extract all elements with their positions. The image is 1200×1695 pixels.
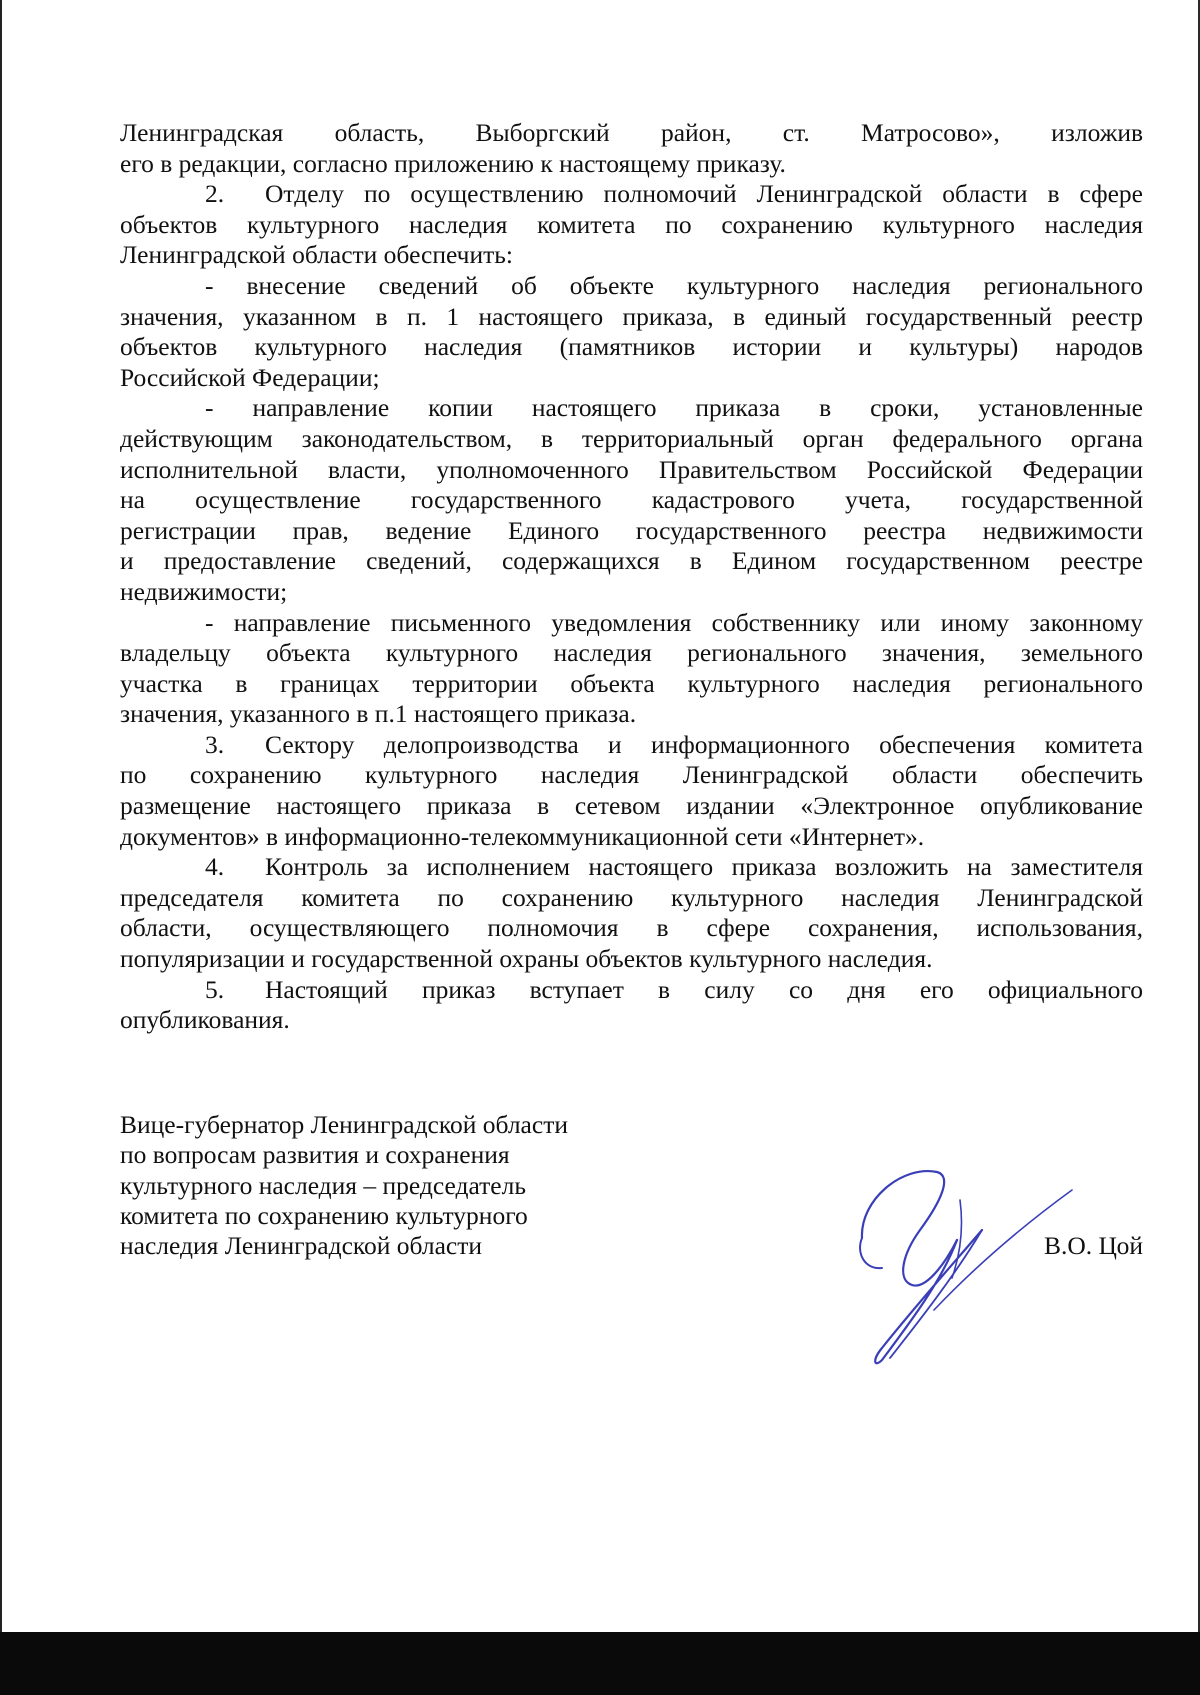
paragraph-p2-b — [120, 393, 1143, 607]
text-line — [120, 577, 1143, 608]
text-line — [120, 210, 1143, 241]
text-line — [120, 149, 1143, 180]
text-line — [120, 393, 1143, 424]
text-line — [120, 332, 1143, 363]
line-text: области, осуществляющего полномочия в сфере сохранения, использования, — [120, 913, 1143, 943]
line-text: размещение настоящего приказа в сетевом издании «Электронное опубликование — [120, 791, 1143, 821]
paragraph-p1-cont — [120, 118, 1143, 179]
line-text: председателя комитета по сохранению культурного наследия Ленинградской — [120, 882, 1143, 912]
signer-title-line: по вопросам развития и сохранения — [120, 1140, 510, 1170]
text-line — [120, 608, 1143, 639]
line-text: исполнительной власти, уполномоченного Правительством Российской Федерации — [120, 454, 1143, 484]
handwritten-signature — [842, 1160, 1082, 1370]
line-text: действующим законодательством, в территориальный орган федерального органа — [120, 423, 1143, 453]
line-text: его в редакции, согласно приложению к настоящему приказу. — [120, 148, 786, 178]
line-text: Отделу по осуществлению полномочий Ленинградской области в сфере — [265, 179, 1143, 209]
paragraph-p2-c — [120, 608, 1143, 730]
signer-name: В.О. Цой — [1043, 1231, 1143, 1260]
text-line — [120, 730, 1143, 761]
line-text: объектов культурного наследия комитета по сохранению культурного наследия — [120, 209, 1143, 239]
line-text: недвижимости; — [120, 576, 288, 606]
line-text: владельцу объекта культурного наследия регионального значения, земельного — [120, 638, 1143, 668]
line-text: регистрации прав, ведение Единого государственного реестра недвижимости — [120, 515, 1143, 545]
text-line — [120, 118, 1143, 149]
text-line — [120, 883, 1143, 914]
paragraph-p2 — [120, 179, 1143, 271]
text-line — [120, 424, 1143, 455]
line-text: популяризации и государственной охраны объектов культурного наследия. — [120, 944, 933, 974]
line-text: - направление копии настоящего приказа в сроки, установленные — [205, 393, 1143, 423]
text-line — [120, 455, 1143, 486]
text-line — [120, 669, 1143, 700]
item-number: 3. — [205, 729, 225, 759]
text-line — [120, 913, 1143, 944]
item-number: 5. — [205, 974, 225, 1004]
text-line — [120, 699, 1143, 730]
line-text: по сохранению культурного наследия Ленинградской области обеспечить — [120, 760, 1143, 790]
line-text: Ленинградской области обеспечить: — [120, 240, 513, 270]
text-line — [120, 638, 1143, 669]
scan-bottom-border — [0, 1632, 1200, 1695]
signer-title-line: культурного наследия – председатель — [120, 1170, 526, 1200]
line-text: и предоставление сведений, содержащихся в Едином государственном реестре — [120, 546, 1143, 576]
text-line — [120, 975, 1143, 1006]
line-text: - направление письменного уведомления собственнику или иному законному — [205, 607, 1143, 637]
line-text: объектов культурного наследия (памятников истории и культуры) народов — [120, 332, 1143, 362]
line-text: Контроль за исполнением настоящего приказа возложить на заместителя — [265, 852, 1143, 882]
text-line — [120, 485, 1143, 516]
text-line — [120, 944, 1143, 975]
line-text: на осуществление государственного кадастрового учета, государственной — [120, 485, 1143, 515]
text-line — [120, 516, 1143, 547]
signer-title-line: наследия Ленинградской области — [120, 1231, 483, 1261]
text-line — [120, 791, 1143, 822]
text-line — [120, 852, 1143, 883]
paragraph-p3 — [120, 730, 1143, 852]
line-text: участка в границах территории объекта культурного наследия регионального — [120, 668, 1143, 698]
paragraph-p4 — [120, 852, 1143, 974]
text-line — [120, 760, 1143, 791]
line-text: - внесение сведений об объекте культурного наследия регионального — [205, 270, 1143, 300]
signer-title-line: Вице-губернатор Ленинградской области — [120, 1110, 568, 1139]
text-line — [120, 240, 1143, 271]
scan-left-edge — [0, 0, 2, 1640]
paragraph-p2-a — [120, 271, 1143, 393]
line-text: значения, указанного в п.1 настоящего приказа. — [120, 699, 637, 729]
line-text: значения, указанном в п. 1 настоящего приказа, в единый государственный реестр — [120, 301, 1143, 331]
document-body — [120, 118, 1143, 1036]
text-line — [120, 363, 1143, 394]
line-text: Ленинградская область, Выборгский район, ст. Матросово», изложив — [120, 118, 1143, 147]
line-text: Российской Федерации; — [120, 362, 380, 392]
text-line — [120, 271, 1143, 302]
text-line — [120, 546, 1143, 577]
text-line — [120, 302, 1143, 333]
text-line — [120, 179, 1143, 210]
signer-title-line: комитета по сохранению культурного — [120, 1200, 528, 1230]
line-text: опубликования. — [120, 1005, 290, 1035]
text-line — [120, 1005, 1143, 1036]
text-line — [120, 822, 1143, 853]
paragraph-p5 — [120, 975, 1143, 1036]
line-text: Настоящий приказ вступает в силу со дня его официального — [265, 974, 1143, 1004]
item-number: 2. — [205, 179, 225, 209]
line-text: документов» в информационно-телекоммуникационной сети «Интернет». — [120, 821, 925, 851]
item-number: 4. — [205, 852, 225, 882]
line-text: Сектору делопроизводства и информационного обеспечения комитета — [265, 729, 1143, 759]
